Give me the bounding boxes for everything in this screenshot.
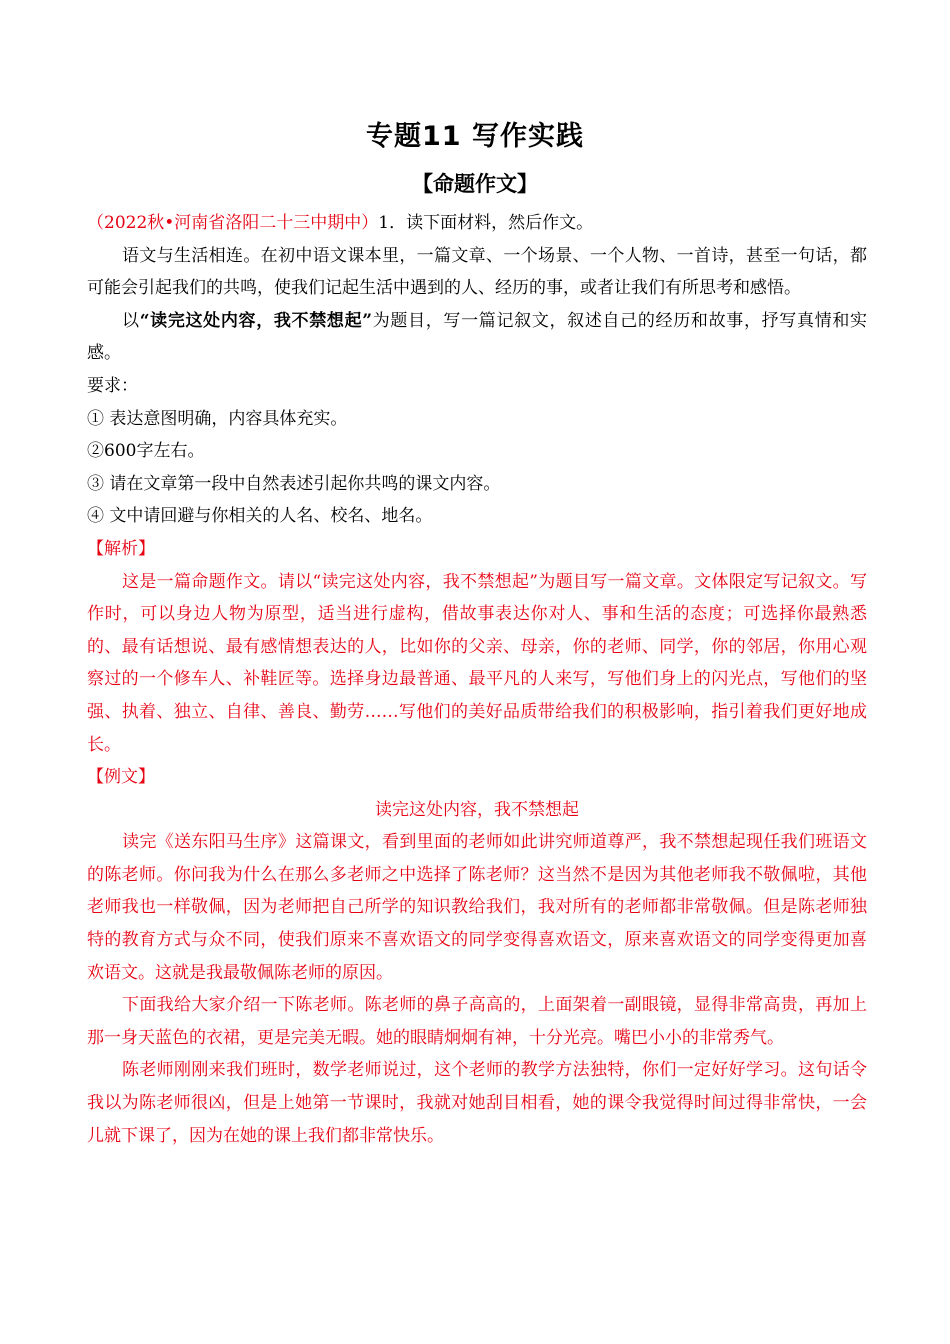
task-prefix: 以 <box>122 310 140 331</box>
question-line <box>87 207 867 240</box>
requirement-item: ① 表达意图明确，内容具体充实。 <box>87 408 348 429</box>
essay-paragraph: 下面我给大家介绍一下陈老师。陈老师的鼻子高高的，上面架着一副眼镜，显得非常高贵，再加上那一身天蓝色的衣裙，更是完美无暇。她的眼睛炯炯有神，十分光亮。嘴巴小小的非常秀气。 <box>87 995 867 1048</box>
essay-paragraph: 读完《送东阳马生序》这篇课文，看到里面的老师如此讲究师道尊严，我不禁想起现任我们班语文的陈老师。你问我为什么在那么多老师之中选择了陈老师？这当然不是因为其他老师我不敬佩啦，其他老师我也一样敬佩，因为老师把自己所学的知识教给我们，我对所有的老师都非常敬佩。但是陈老师独特的教育方式与众不同，使我们原来不喜欢语文的同学变得喜欢语文，原来喜欢语文的同学变得更加喜欢语文。这就是我最敬佩陈老师的原因。 <box>87 832 867 983</box>
document-body <box>87 207 867 1152</box>
requirement-item: ③ 请在文章第一段中自然表述引起你共鸣的课文内容。 <box>87 473 501 494</box>
question-source: （2022秋•河南省洛阳二十三中期中） <box>87 213 379 233</box>
requirement-item: ④ 文中请回避与你相关的人名、校名、地名。 <box>87 506 433 527</box>
task-paragraph <box>87 305 867 370</box>
essay-paragraph: 陈老师刚刚来我们班时，数学老师说过，这个老师的教学方法独特，你们一定好好学习。这句话令我以为陈老师很凶，但是上她第一节课时，我就对她刮目相看，她的课令我觉得时间过得非常快，一会儿就下课了，因为在她的课上我们都非常快乐。 <box>87 1060 867 1146</box>
page-title: 专题11 写作实践 <box>366 121 584 152</box>
task-suffix: 为题目，写一篇记叙文，叙述自己的经历和故事，抒写真情和实感。 <box>87 310 868 364</box>
analysis-paragraph: 这是一篇命题作文。请以“读完这处内容，我不禁想起”为题目写一篇文章。文体限定写记叙文。写作时，可以身边人物为原型，适当进行虚构，借故事表达你对人、事和生活的态度；可选择你最熟悉的、最有话想说、最有感情想表达的人，比如你的父亲、母亲，你的老师、同学，你的邻居，你用心观察过的一个修车人、补鞋匠等。选择身边最普通、最平凡的人来写，写他们身上的闪光点，写他们的坚强、执着、独立、自律、善良、勤劳……写他们的美好品质带给我们的积极影响，指引着我们更好地成长。 <box>87 571 867 755</box>
requirement-item: ②600字左右。 <box>87 441 205 462</box>
task-topic: “读完这处内容，我不禁想起” <box>139 310 373 331</box>
example-label: 【例文】 <box>87 767 155 788</box>
requirements-label: 要求： <box>87 375 138 396</box>
essay-title: 读完这处内容，我不禁想起 <box>375 799 579 820</box>
question-prompt: 1．读下面材料，然后作文。 <box>378 213 594 233</box>
analysis-label: 【解析】 <box>87 538 155 559</box>
section-heading: 【命题作文】 <box>412 172 538 196</box>
material-paragraph: 语文与生活相连。在初中语文课本里，一篇文章、一个场景、一个人物、一首诗，甚至一句话，都可能会引起我们的共鸣，使我们记起生活中遇到的人、经历的事，或者让我们有所思考和感悟。 <box>87 245 867 299</box>
